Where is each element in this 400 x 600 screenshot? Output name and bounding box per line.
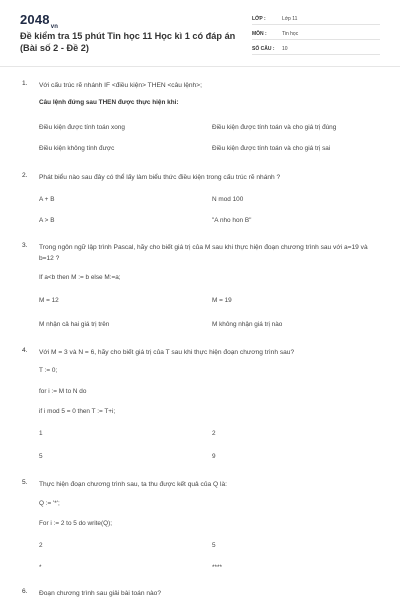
question-number: 3. [22, 242, 28, 249]
question-number: 5. [22, 479, 28, 486]
question-number: 2. [22, 172, 28, 179]
answer-option[interactable]: 9 [212, 453, 216, 460]
answer-option[interactable]: 5 [39, 453, 43, 460]
answer-option[interactable]: Điều kiện được tính toán và cho giá trị đúng [212, 124, 337, 131]
meta-label: SỐ CÂU : [252, 45, 275, 52]
answer-option[interactable]: A > B [39, 217, 55, 224]
code-line: if i mod 5 = 0 then T := T+i; [39, 408, 116, 415]
meta-value: Lớp 11 [282, 15, 298, 22]
question-number: 6. [22, 588, 28, 595]
answer-option[interactable]: M = 19 [212, 297, 232, 304]
question-text: Với M = 3 và N = 6, hãy cho biết giá trị của T sau khi thực hiện đoạn chương trình sau? [39, 349, 295, 356]
answer-option[interactable]: 2 [39, 542, 43, 549]
meta-row-subject [252, 28, 380, 40]
logo-suffix: vn [50, 23, 59, 30]
question-text: Đoạn chương trình sau giải bài toán nào? [39, 590, 162, 597]
answer-option[interactable]: A + B [39, 196, 55, 203]
answer-option[interactable]: M không nhận giá trị nào [212, 321, 283, 328]
answer-option[interactable]: Điều kiện được tính toán và cho giá trị sai [212, 145, 331, 152]
answer-option[interactable]: **** [212, 564, 222, 571]
logo-text: 2048 [20, 12, 50, 27]
question-text: Trong ngôn ngữ lập trình Pascal, hãy cho biết giá trị của M sau khi thực hiện đoạn chương trình sau với a=19 và b=12 ? [39, 244, 368, 262]
answer-option[interactable]: 1 [39, 430, 43, 437]
question-subtitle: Câu lệnh đứng sau THEN được thực hiện khi: [39, 99, 179, 106]
meta-label: MÔN : [252, 30, 267, 37]
code-line: T := 0; [39, 367, 58, 374]
code-line: For i := 2 to 5 do write(Q); [39, 520, 112, 527]
page-title: Đề kiểm tra 15 phút Tin học 11 Học kì 1 có đáp án (Bài số 2 - Đề 2) [20, 31, 236, 53]
meta-value: Tin học [282, 30, 299, 37]
answer-option[interactable]: M nhận cả hai giá trị trên [39, 321, 110, 328]
code-line: If a<b then M := b else M:=a; [39, 274, 121, 281]
answer-option[interactable]: 2 [212, 430, 216, 437]
site-logo[interactable] [20, 12, 58, 30]
question-text: Phát biểu nào sau đây có thể lấy làm biểu thức điều kiện trong cấu trúc rẽ nhánh ? [39, 174, 281, 181]
meta-row-class [252, 13, 380, 25]
answer-option[interactable]: "A nho hon B" [212, 217, 252, 224]
header-divider [0, 66, 400, 67]
answer-option[interactable]: 5 [212, 542, 216, 549]
question-number: 4. [22, 347, 28, 354]
answer-option[interactable]: Điều kiện được tính toán xong [39, 124, 125, 131]
answer-option[interactable]: Điều kiện không tính được [39, 145, 115, 152]
answer-option[interactable]: M = 12 [39, 297, 59, 304]
code-line: for i := M to N do [39, 388, 87, 395]
header [0, 0, 400, 70]
question-text: Với cấu trúc rẽ nhánh IF <điều kiện> THEN <câu lệnh>; [39, 82, 202, 89]
code-line: Q := '*'; [39, 500, 60, 507]
question-text: Thực hiện đoạn chương trình sau, ta thu được kết quả của Q là: [39, 481, 227, 488]
meta-value: 10 [282, 45, 288, 52]
meta-row-count [252, 43, 380, 55]
question-number: 1. [22, 80, 28, 87]
meta-info [252, 13, 380, 58]
meta-label: LỚP : [252, 15, 266, 22]
answer-option[interactable]: * [39, 564, 42, 571]
answer-option[interactable]: N mod 100 [212, 196, 244, 203]
